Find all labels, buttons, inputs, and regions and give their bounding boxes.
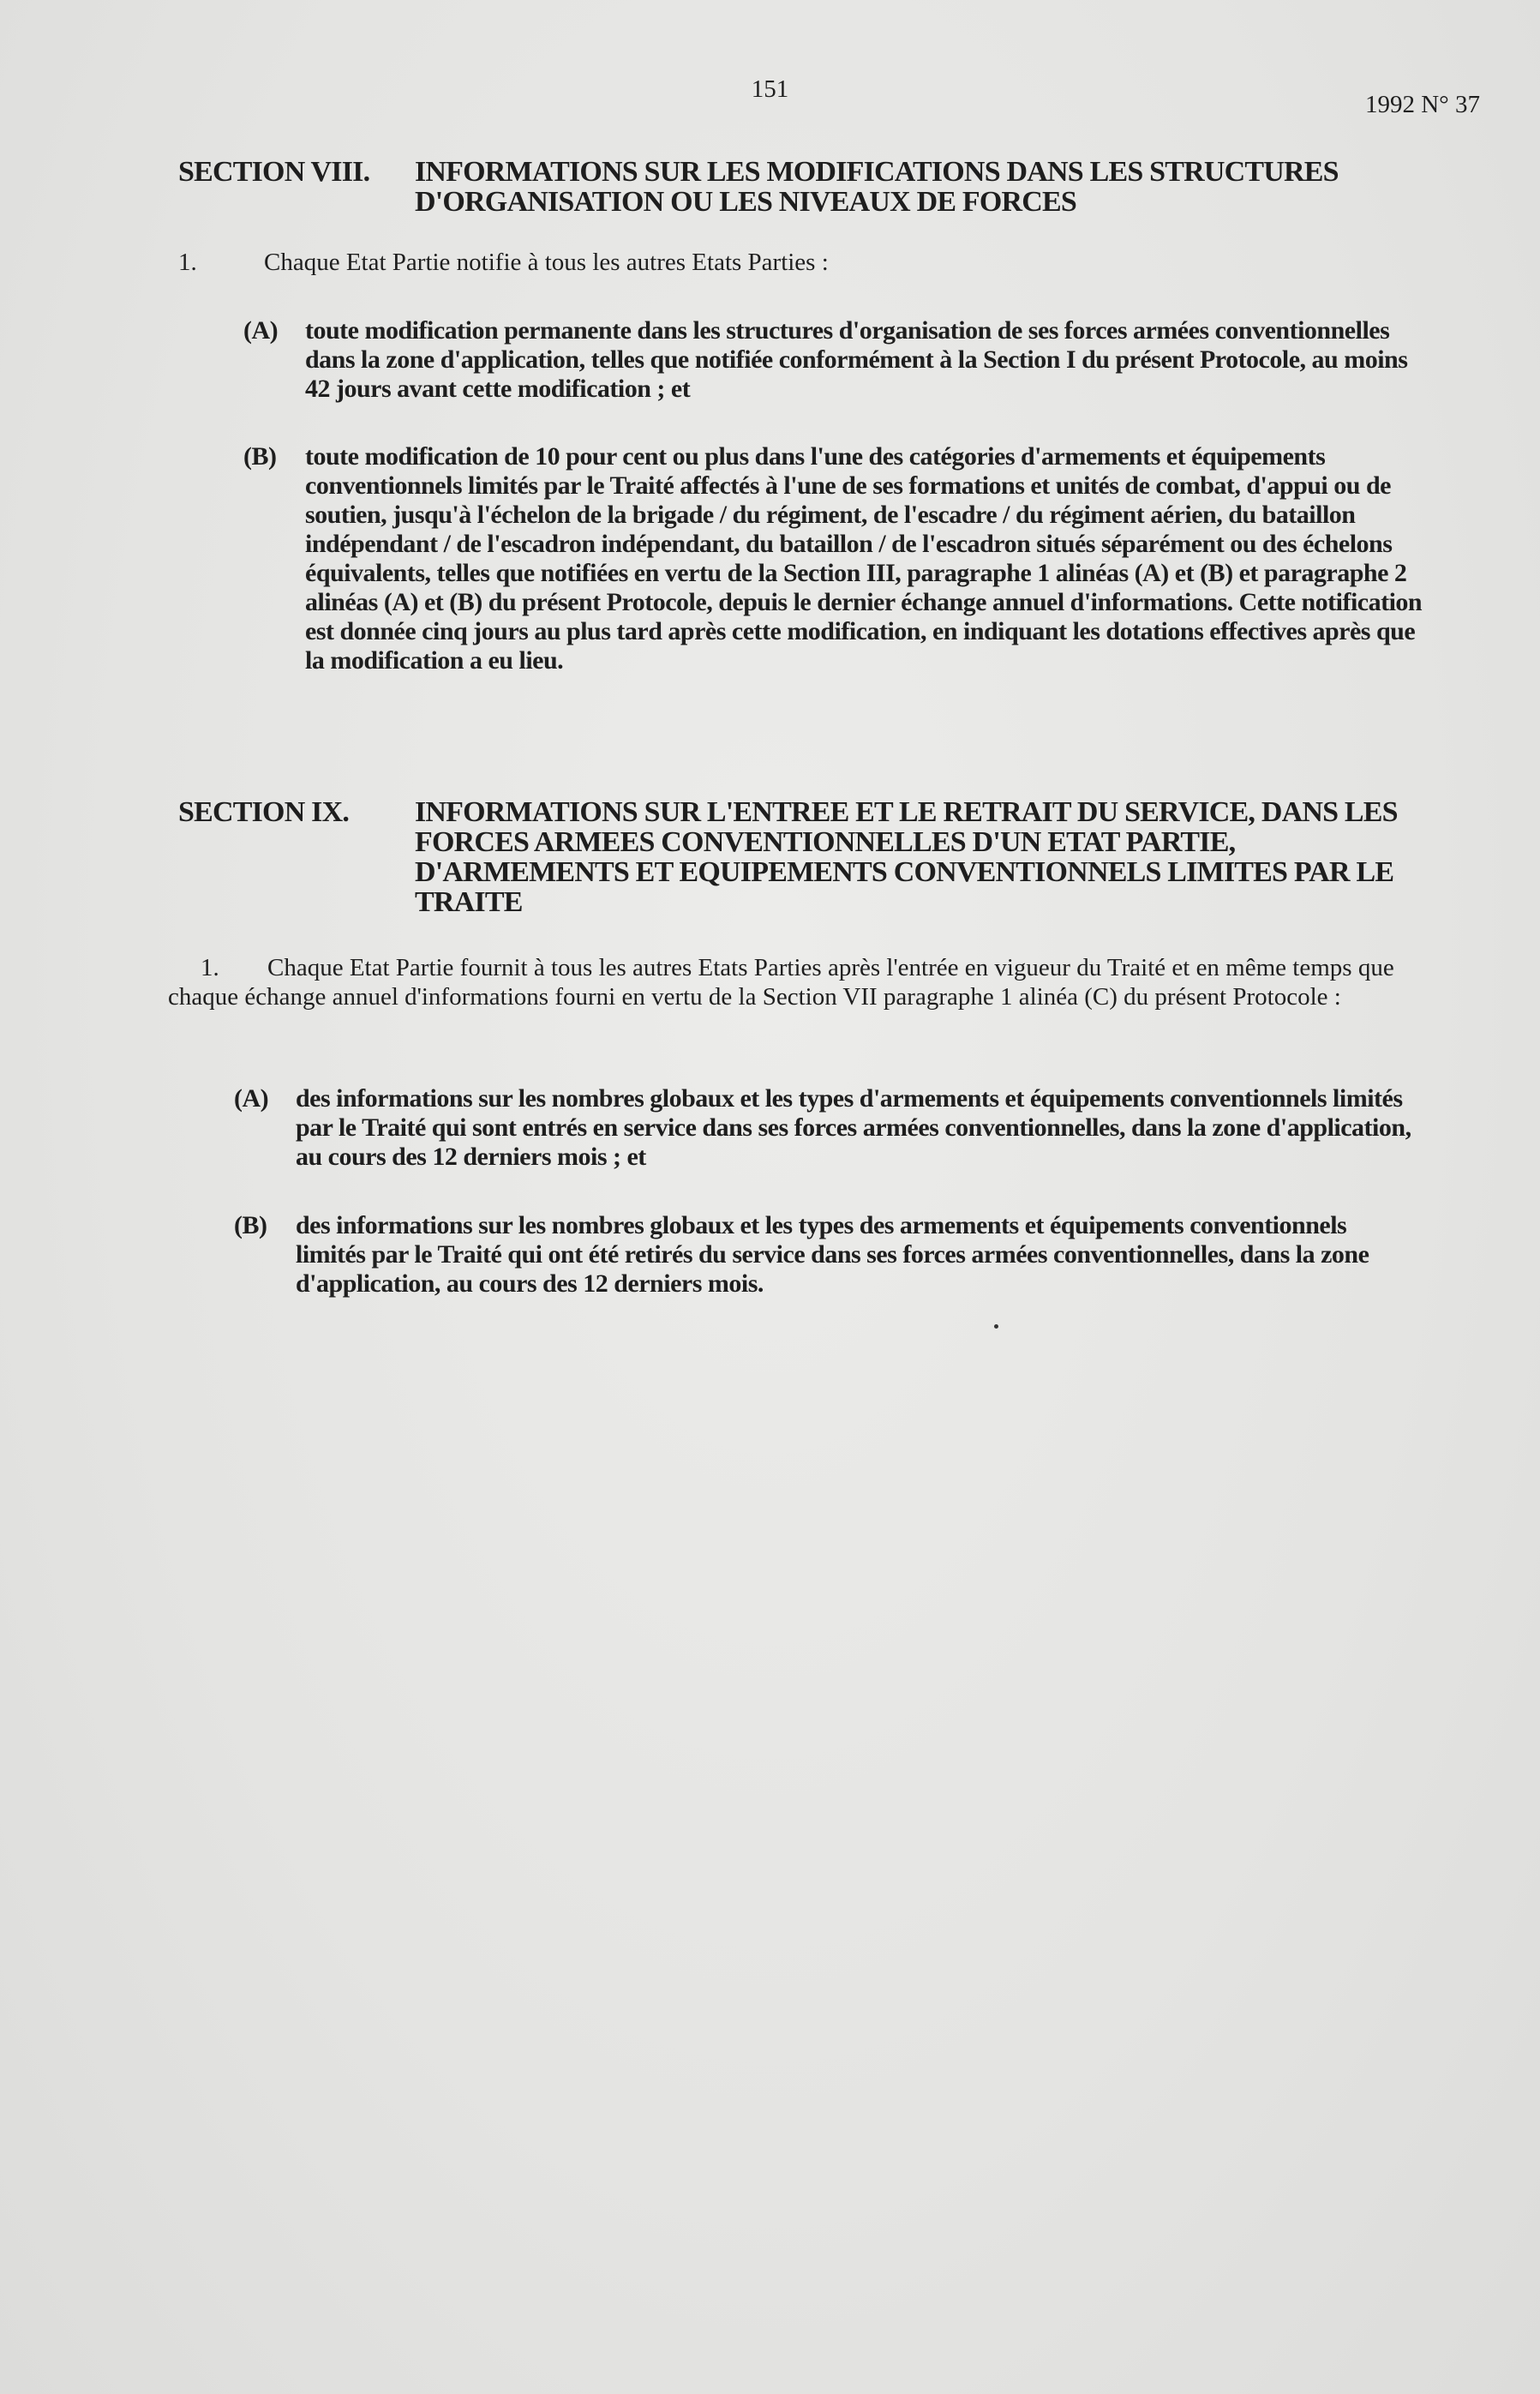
- section-viii-item-a-label: (A): [243, 316, 279, 345]
- section-viii-paragraph-1-number: 1.: [178, 249, 197, 276]
- section-viii-item-b-text: toute modification de 10 pour cent ou plus dans l'une des catégories d'armements et équipements conventionnels limités par le Traité affectés à l'une de ses formations et unités de combat, d'appui ou de soutien, jusqu'à l'échelon de la brigade / du régiment, de l'escadre / du régiment aérien, du bataillon indépendant / de l'escadron indépendant, du bataillon / de l'escadron situés séparément ou des échelons équivalents, telles que notifiées en vertu de la Section III, paragraphe 1 alinéas (A) et (B) et paragraphe 2 alinéas (A) et (B) du présent Protocole, depuis le dernier échange annuel d'informations. Cette notification est donnée cinq jours au plus tard après cette modification, en indiquant les dotations effectives après que la modification a eu lieu.: [305, 442, 1423, 675]
- section-ix-item-b-label: (B): [234, 1211, 267, 1239]
- stray-mark: [994, 1324, 998, 1329]
- issue-reference: 1992 N° 37: [1364, 91, 1480, 118]
- section-viii-item-a: [243, 316, 1430, 404]
- section-ix-item-b-text: des informations sur les nombres globaux et les types des armements et équipements conventionnels limités par le Traité qui ont été retirés du service dans ses forces armées conventionnelles, dans la zone d'application, au cours des 12 derniers mois.: [296, 1211, 1369, 1298]
- page-number: 151: [751, 75, 789, 103]
- section-ix-title: INFORMATIONS SUR L'ENTREE ET LE RETRAIT DU SERVICE, DANS LES FORCES ARMEES CONVENTIONNELLES D'UN ETAT PARTIE, D'ARMEMENTS ET EQUIPEMENTS CONVENTIONNELS LIMITES PAR LE TRAITE: [415, 796, 1398, 918]
- section-viii-heading: [178, 157, 1437, 217]
- section-viii-paragraph-1-text: Chaque Etat Partie notifie à tous les autres Etats Parties :: [264, 249, 829, 276]
- section-ix-item-a-label: (A): [234, 1084, 269, 1113]
- section-viii-item-b: [243, 442, 1430, 675]
- section-ix-item-a: [234, 1084, 1411, 1172]
- section-viii-item-b-label: (B): [243, 442, 277, 471]
- section-ix-paragraph-1-text: Chaque Etat Partie fournit à tous les autres Etats Parties après l'entrée en vigueur du Traité et en même temps que chaque échange annuel d'informations fourni en vertu de la Section VII paragraphe 1 alinéa (C) du présent Protocole :: [168, 954, 1394, 1011]
- section-ix-heading: [178, 797, 1437, 917]
- section-ix-paragraph-1: [168, 953, 1451, 1011]
- section-ix-item-b: [234, 1211, 1411, 1299]
- section-viii-paragraph-1: [178, 248, 1437, 277]
- section-ix-item-a-text: des informations sur les nombres globaux et les types d'armements et équipements conventionnels limités par le Traité qui sont entrés en service dans ses forces armées conventionnelles, dans la zone d'application, au cours des 12 derniers mois ; et: [296, 1084, 1411, 1171]
- section-viii-title: INFORMATIONS SUR LES MODIFICATIONS DANS LES STRUCTURES D'ORGANISATION OU LES NIVEAUX DE FORCES: [415, 156, 1339, 218]
- section-ix-paragraph-1-number: 1.: [201, 954, 219, 981]
- section-ix-label: SECTION IX.: [178, 796, 350, 828]
- section-viii-item-a-text: toute modification permanente dans les structures d'organisation de ses forces armées conventionnelles dans la zone d'application, telles que notifiée conformément à la Section I du présent Protocole, au moins 42 jours avant cette modification ; et: [305, 316, 1408, 403]
- section-viii-label: SECTION VIII.: [178, 156, 370, 188]
